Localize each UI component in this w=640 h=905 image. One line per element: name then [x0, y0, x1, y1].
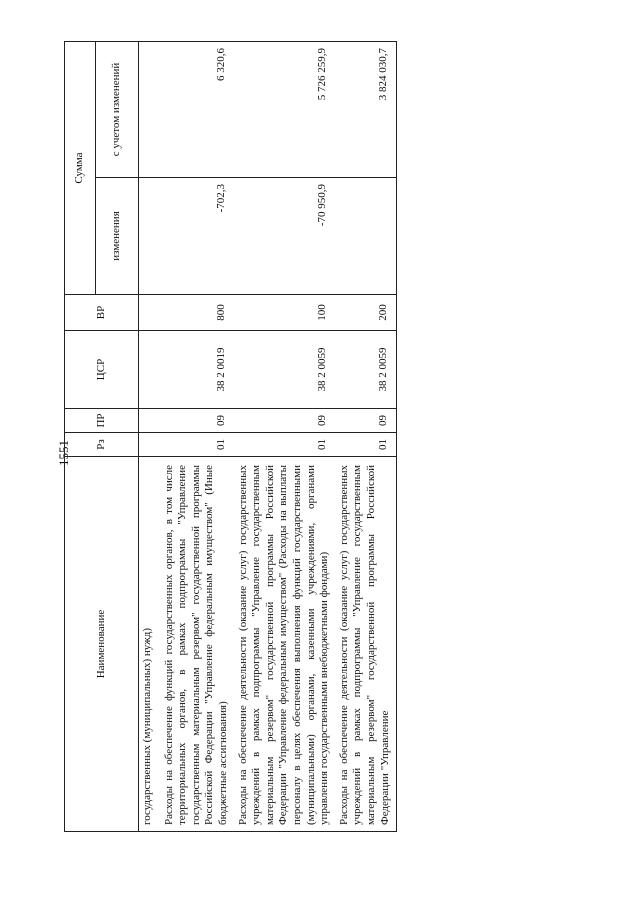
row-vr: 800	[161, 295, 235, 331]
row-csr: 38 2 0059	[336, 331, 397, 409]
row-pr: 09	[336, 409, 397, 433]
budget-table	[64, 41, 397, 832]
row-name: Расходы на обеспечение деятельности (оказание услуг) государственных учреждений в рамках подпрограммы "Управление государственным материальным резервом" государственной программы Российской Федерации "Управление	[336, 457, 397, 832]
header-with-changes: с учетом изменений	[96, 42, 139, 178]
header-row-1	[65, 42, 96, 832]
row-vr	[139, 295, 161, 331]
row-name: государственных (муниципальных) нужд)	[139, 457, 161, 832]
row-change	[336, 178, 397, 295]
row-rz	[139, 433, 161, 457]
table-row	[139, 42, 161, 832]
row-change: -702,3	[161, 178, 235, 295]
header-name: Наименование	[65, 457, 139, 832]
table-row	[235, 42, 336, 832]
row-total	[139, 42, 161, 178]
table-row	[336, 42, 397, 832]
row-change	[139, 178, 161, 295]
header-pr: ПР	[65, 409, 139, 433]
row-rz: 01	[161, 433, 235, 457]
header-sum: Сумма	[65, 42, 96, 295]
row-total: 6 320,6	[161, 42, 235, 178]
header-changes: изменения	[96, 178, 139, 295]
table-row	[161, 42, 235, 832]
row-total: 5 726 259,9	[235, 42, 336, 178]
row-rz: 01	[336, 433, 397, 457]
row-rz: 01	[235, 433, 336, 457]
rotated-table-container	[64, 42, 589, 832]
row-change: -70 950,9	[235, 178, 336, 295]
row-vr: 200	[336, 295, 397, 331]
row-vr: 100	[235, 295, 336, 331]
row-csr	[139, 331, 161, 409]
row-name: Расходы на обеспечение деятельности (оказание услуг) государственных учреждений в рамках подпрограммы "Управление государственным материальным резервом" государственной программы Российской Федерации "Управление федеральным имуществом" (Расходы на выплаты персоналу в целях обеспечения выполнения функций государственными (муниципальными) органами, казенными учреждениями, органами управления государственными внебюджетными фондами)	[235, 457, 336, 832]
header-vr: ВР	[65, 295, 139, 331]
header-csr: ЦСР	[65, 331, 139, 409]
row-csr: 38 2 0019	[161, 331, 235, 409]
header-rz: Рз	[65, 433, 139, 457]
row-total: 3 824 030,7	[336, 42, 397, 178]
row-pr: 09	[235, 409, 336, 433]
row-csr: 38 2 0059	[235, 331, 336, 409]
row-pr	[139, 409, 161, 433]
row-name: Расходы на обеспечение функций государственных органов, в том числе территориальных органов, в рамках подпрограммы "Управление государственным материальным резервом" государственной программы Российской Федерации "Управление федеральным имуществом" (Иные бюджетные ассигнования)	[161, 457, 235, 832]
page-number: 1551	[56, 440, 71, 466]
row-pr: 09	[161, 409, 235, 433]
